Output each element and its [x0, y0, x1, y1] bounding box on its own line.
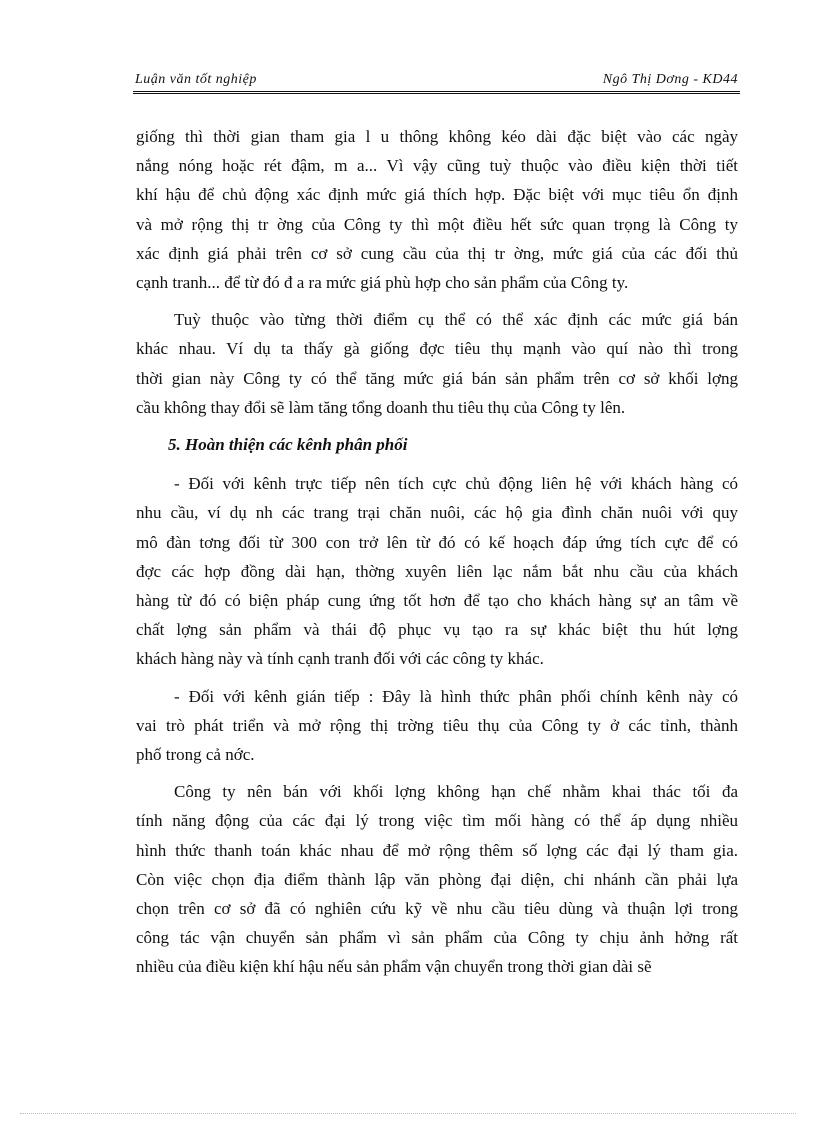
- text-line: xác định giá phải trên cơ sở cung cầu của thị tr ờng, mức giá của các đối thủ: [136, 243, 738, 263]
- header-rule: [133, 91, 740, 94]
- text-line: Công ty nên bán với khối lợng không hạn chế nhằm khai thác tối đa: [174, 782, 738, 802]
- text-line: cầu không thay đổi sẽ làm tăng tổng doanh thu tiêu thụ của Công ty lên.: [136, 397, 626, 417]
- text-line: khí hậu để chủ động xác định mức giá thích hợp. Đặc biệt với mục tiêu ổn định: [136, 185, 738, 205]
- text-line: khác nhau. Ví dụ ta thấy gà giống đợc tiêu thụ mạnh vào quí nào thì trong: [136, 339, 738, 359]
- text-line: hàng từ đó có biện pháp cung ứng tốt hơn để tạo cho khách hàng sự an tâm về: [136, 591, 738, 611]
- text-line: - Đối với kênh trực tiếp nên tích cực chủ động liên hệ với khách hàng có: [174, 474, 738, 494]
- text-line: phố trong cả nớc.: [136, 745, 255, 765]
- footer-dotted-rule: [20, 1113, 796, 1114]
- header-right-text: Ngô Thị Dơng - KD44: [602, 72, 738, 87]
- page-header: [133, 70, 740, 92]
- text-line: hình thức thanh toán khác nhau để mở rộng thêm số lợng các đại lý tham gia.: [136, 840, 738, 860]
- text-line: công tác vận chuyển sản phẩm vì sản phẩm của Công ty chịu ảnh hởng rất: [136, 928, 738, 948]
- text-line: vai trò phát triển và mở rộng thị trờng tiêu thụ của Công ty ở các tỉnh, thành: [136, 715, 738, 735]
- paragraph: [136, 469, 738, 673]
- text-line: Còn việc chọn địa điểm thành lập văn phòng đại diện, chi nhánh cần phải lựa: [136, 869, 738, 889]
- text-line: nhu cầu, ví dụ nh các trang trại chăn nuôi, các hộ gia đình chăn nuôi với quy: [136, 503, 738, 523]
- text-line: chọn trên cơ sở đã có nghiên cứu kỹ về nhu cầu tiêu dùng và thuận lợi trong: [136, 899, 738, 919]
- text-line: khách hàng này và tính cạnh tranh đối với các công ty khác.: [136, 649, 544, 669]
- text-line: thời gian này Công ty có thể tăng mức giá bán sản phẩm trên cơ sở khối lợng: [136, 368, 738, 388]
- text-line: Tuỳ thuộc vào từng thời điểm cụ thể có thể xác định các mức giá bán: [174, 310, 738, 330]
- text-line: giống thì thời gian tham gia l u thông không kéo dài đặc biệt vào các ngày: [136, 127, 738, 146]
- section-heading: 5. Hoàn thiện các kênh phân phối: [168, 435, 408, 455]
- text-line: nhiều của điều kiện khí hậu nếu sản phẩm vận chuyển trong thời gian dài sẽ: [136, 957, 652, 977]
- text-line: đợc các hợp đồng dài hạn, thờng xuyên liên lạc nắm bắt nhu cầu của khách: [136, 561, 738, 581]
- paragraph: [136, 682, 738, 770]
- paragraph: [136, 305, 738, 422]
- text-line: cạnh tranh... để từ đó đ a ra mức giá phù hợp cho sản phẩm của Công ty.: [136, 273, 629, 293]
- text-line: tính năng động của các đại lý trong việc tìm mối hàng có thể áp dụng nhiều: [136, 811, 738, 831]
- text-line: chất lợng sản phẩm và thái độ phục vụ tạo ra sự khác biệt thu hút lợng: [136, 620, 738, 640]
- paragraph: [136, 777, 738, 981]
- document-body: [136, 122, 738, 990]
- paragraph: [136, 122, 738, 297]
- text-line: mô đàn tơng đối từ 300 con trở lên từ đó có kế hoạch đáp ứng tích cực để có: [136, 532, 738, 552]
- text-line: nắng nóng hoặc rét đậm, m a... Vì vậy cũng tuỳ thuộc vào điều kiện thời tiết: [136, 156, 738, 176]
- text-line: và mở rộng thị tr ờng của Công ty thì một điều hết sức quan trọng là Công ty: [136, 214, 738, 234]
- header-left-text: Luận văn tốt nghiệp: [135, 72, 257, 87]
- text-line: - Đối với kênh gián tiếp : Đây là hình thức phân phối chính kênh này có: [174, 686, 738, 706]
